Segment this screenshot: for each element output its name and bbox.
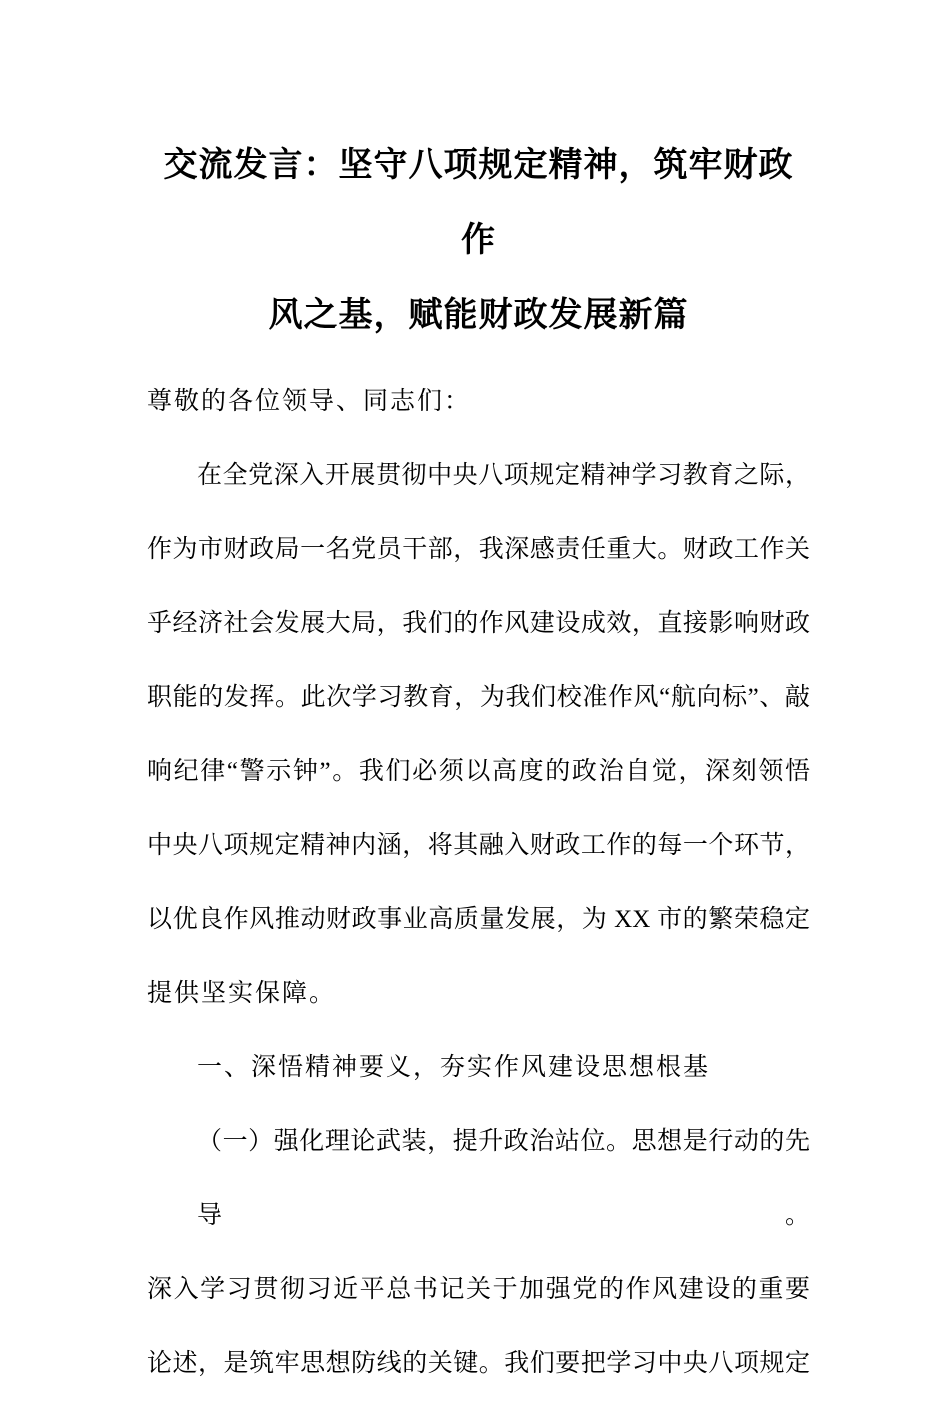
document-line: 尊敬的各位领导、同志们： [147, 388, 472, 415]
document-line: 论述，是筑牢思想防线的关键。我们要把学习中央八项规定 [147, 1350, 810, 1377]
document-line: 提供坚实保障。 [147, 980, 337, 1007]
document-line: 乎经济社会发展大局，我们的作风建设成效，直接影响财政 [147, 610, 810, 637]
document-line: （一）强化理论武装，提升政治站位。思想是行动的先导。 [197, 1128, 810, 1229]
document-line: 职能的发挥。此次学习教育，为我们校准作风“航向标”、敲 [147, 684, 810, 711]
document-line: 以优良作风推动财政事业高质量发展，为 XX 市的繁荣稳定 [147, 906, 810, 933]
title-line-1: 交流发言：坚守八项规定精神，筑牢财政作 [163, 147, 794, 259]
document-title [147, 128, 810, 353]
document-line: 在全党深入开展贯彻中央八项规定精神学习教育之际， [197, 462, 810, 489]
document-line: 作为市财政局一名党员干部，我深感责任重大。财政工作关 [147, 536, 810, 563]
document-body [147, 365, 810, 1401]
title-line-2: 风之基，赋能财政发展新篇 [268, 297, 689, 334]
document-line: 深入学习贯彻习近平总书记关于加强党的作风建设的重要 [147, 1276, 810, 1303]
document-line: 响纪律“警示钟”。我们必须以高度的政治自觉，深刻领悟 [147, 758, 810, 785]
document-line: 中央八项规定精神内涵，将其融入财政工作的每一个环节， [147, 832, 810, 859]
document-line: 一、深悟精神要义，夯实作风建设思想根基 [197, 1054, 711, 1081]
